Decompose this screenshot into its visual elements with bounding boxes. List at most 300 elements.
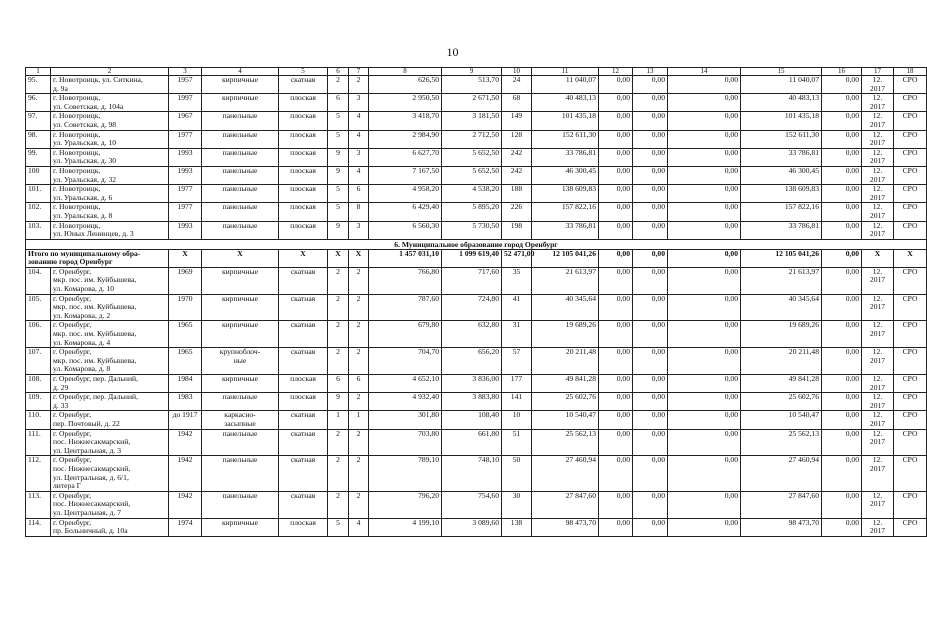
fund-1-cell: 0,00 xyxy=(599,112,633,130)
address-cell: г. Оренбург, пос. Нижнесакмарский, ул. Центральная, д. 7 xyxy=(51,491,169,518)
cost-total-cell: 21 613,97 xyxy=(532,267,599,294)
year-cell: 1965 xyxy=(169,321,202,348)
total-x-cell: X xyxy=(279,249,328,267)
floors-cell: 5 xyxy=(328,203,349,221)
wall-material-cell: панельные xyxy=(202,166,279,184)
wall-material-cell: панельные xyxy=(202,429,279,456)
row-number: 103. xyxy=(26,221,51,239)
entrances-cell: 3 xyxy=(349,148,369,166)
fund-3-cell: 0,00 xyxy=(668,130,741,148)
fund-5-cell: 0,00 xyxy=(822,203,862,221)
cost-total-cell: 157 822,16 xyxy=(532,203,599,221)
total-area-cell: 2 984,90 xyxy=(369,130,442,148)
fund-3-cell: 0,00 xyxy=(668,148,741,166)
fund-3-cell: 0,00 xyxy=(668,221,741,239)
wall-material-cell: кирпичные xyxy=(202,294,279,321)
row-number: 95. xyxy=(26,76,51,94)
column-number: 14 xyxy=(668,68,741,76)
fund-3-cell: 0,00 xyxy=(668,294,741,321)
year-cell: 1969 xyxy=(169,267,202,294)
roof-type-cell: плоская xyxy=(279,203,328,221)
address-cell: г. Оренбург, пер. Дальний, д. 29 xyxy=(51,375,169,393)
wall-material-cell: кирпичные xyxy=(202,267,279,294)
cost-total-cell: 40 345,64 xyxy=(532,294,599,321)
method-cell: СРО xyxy=(894,148,927,166)
method-cell: СРО xyxy=(894,185,927,203)
term-cell: 12. 2017 xyxy=(862,203,894,221)
entrances-cell: 6 xyxy=(349,375,369,393)
method-cell: СРО xyxy=(894,456,927,491)
floors-cell: 5 xyxy=(328,518,349,536)
fund-5-cell: 0,00 xyxy=(822,411,862,429)
table-row xyxy=(26,76,927,94)
address-cell: г. Новотроицк, ул. Советская, д. 104а xyxy=(51,94,169,112)
fund-2-cell: 0,00 xyxy=(633,112,668,130)
row-number: 109. xyxy=(26,393,51,411)
table-row xyxy=(26,518,927,536)
roof-type-cell: плоская xyxy=(279,112,328,130)
wall-material-cell: кирпичные xyxy=(202,94,279,112)
total-area-cell: 6 627,70 xyxy=(369,148,442,166)
roof-type-cell: плоская xyxy=(279,518,328,536)
method-cell: СРО xyxy=(894,321,927,348)
row-number: 97. xyxy=(26,112,51,130)
fund-4-cell: 27 847,60 xyxy=(741,491,822,518)
total-residents-cell: 52 471,00 xyxy=(502,249,532,267)
fund-1-cell: 0,00 xyxy=(599,148,633,166)
fund-3-cell: 0,00 xyxy=(668,491,741,518)
total-area-cell: 4 958,20 xyxy=(369,185,442,203)
fund-5-cell: 0,00 xyxy=(822,94,862,112)
roof-type-cell: плоская xyxy=(279,375,328,393)
wall-material-cell: панельные xyxy=(202,130,279,148)
total-fund-3-cell: 0,00 xyxy=(668,249,741,267)
floors-cell: 6 xyxy=(328,375,349,393)
roof-type-cell: плоская xyxy=(279,185,328,203)
fund-1-cell: 0,00 xyxy=(599,411,633,429)
fund-5-cell: 0,00 xyxy=(822,429,862,456)
address-cell: г. Новотроицк, ул. Уральская, д. 8 xyxy=(51,203,169,221)
section-title: 6. Муниципальное образование город Оренбург xyxy=(26,239,927,249)
fund-4-cell: 33 786,81 xyxy=(741,221,822,239)
floors-cell: 2 xyxy=(328,321,349,348)
living-area-cell: 5 652,50 xyxy=(442,166,502,184)
residents-cell: 141 xyxy=(502,393,532,411)
column-number: 11 xyxy=(532,68,599,76)
residents-cell: 30 xyxy=(502,491,532,518)
entrances-cell: 2 xyxy=(349,267,369,294)
wall-material-cell: кирпичные xyxy=(202,321,279,348)
column-number: 5 xyxy=(279,68,328,76)
floors-cell: 2 xyxy=(328,76,349,94)
floors-cell: 9 xyxy=(328,148,349,166)
method-cell: СРО xyxy=(894,203,927,221)
total-area-cell: 3 418,70 xyxy=(369,112,442,130)
year-cell: 1942 xyxy=(169,456,202,491)
fund-2-cell: 0,00 xyxy=(633,221,668,239)
fund-3-cell: 0,00 xyxy=(668,348,741,375)
floors-cell: 2 xyxy=(328,267,349,294)
floors-cell: 2 xyxy=(328,429,349,456)
fund-1-cell: 0,00 xyxy=(599,375,633,393)
fund-5-cell: 0,00 xyxy=(822,321,862,348)
table-row xyxy=(26,411,927,429)
entrances-cell: 2 xyxy=(349,491,369,518)
fund-3-cell: 0,00 xyxy=(668,429,741,456)
year-cell: 1993 xyxy=(169,221,202,239)
fund-1-cell: 0,00 xyxy=(599,456,633,491)
table-row xyxy=(26,321,927,348)
table-row xyxy=(26,203,927,221)
entrances-cell: 1 xyxy=(349,411,369,429)
column-number: 7 xyxy=(349,68,369,76)
floors-cell: 9 xyxy=(328,393,349,411)
cost-total-cell: 25 602,76 xyxy=(532,393,599,411)
row-number: 106. xyxy=(26,321,51,348)
method-cell: СРО xyxy=(894,294,927,321)
roof-type-cell: плоская xyxy=(279,148,328,166)
residents-cell: 35 xyxy=(502,267,532,294)
table-row xyxy=(26,348,927,375)
entrances-cell: 2 xyxy=(349,76,369,94)
total-x-cell: X xyxy=(169,249,202,267)
fund-3-cell: 0,00 xyxy=(668,456,741,491)
total-row xyxy=(26,249,927,267)
section-row xyxy=(26,239,927,249)
living-area-cell: 5 730,50 xyxy=(442,221,502,239)
total-area-cell: 626,50 xyxy=(369,76,442,94)
table-row xyxy=(26,221,927,239)
living-area-cell: 717,60 xyxy=(442,267,502,294)
entrances-cell: 6 xyxy=(349,185,369,203)
address-cell: г. Оренбург, пер. Почтовый, д. 22 xyxy=(51,411,169,429)
living-area-cell: 2 671,50 xyxy=(442,94,502,112)
residents-cell: 149 xyxy=(502,112,532,130)
wall-material-cell: панельные xyxy=(202,491,279,518)
fund-3-cell: 0,00 xyxy=(668,321,741,348)
row-number: 113. xyxy=(26,491,51,518)
fund-5-cell: 0,00 xyxy=(822,375,862,393)
cost-total-cell: 20 211,48 xyxy=(532,348,599,375)
total-fund-2-cell: 0,00 xyxy=(633,249,668,267)
year-cell: 1993 xyxy=(169,148,202,166)
living-area-cell: 5 652,50 xyxy=(442,148,502,166)
fund-4-cell: 40 345,64 xyxy=(741,294,822,321)
residents-cell: 31 xyxy=(502,321,532,348)
fund-2-cell: 0,00 xyxy=(633,185,668,203)
table-row xyxy=(26,429,927,456)
total-x-cell: X xyxy=(894,249,927,267)
total-fund-1-cell: 0,00 xyxy=(599,249,633,267)
fund-4-cell: 98 473,70 xyxy=(741,518,822,536)
entrances-cell: 2 xyxy=(349,294,369,321)
year-cell: 1965 xyxy=(169,348,202,375)
fund-2-cell: 0,00 xyxy=(633,267,668,294)
total-fund-5-cell: 0,00 xyxy=(822,249,862,267)
fund-4-cell: 138 609,83 xyxy=(741,185,822,203)
page-number: 10 xyxy=(446,45,459,59)
roof-type-cell: плоская xyxy=(279,94,328,112)
fund-1-cell: 0,00 xyxy=(599,185,633,203)
residents-cell: 138 xyxy=(502,518,532,536)
total-cost-cell: 12 105 041,26 xyxy=(532,249,599,267)
row-number: 104. xyxy=(26,267,51,294)
fund-4-cell: 152 611,30 xyxy=(741,130,822,148)
method-cell: СРО xyxy=(894,130,927,148)
fund-3-cell: 0,00 xyxy=(668,411,741,429)
row-number: 98. xyxy=(26,130,51,148)
total-area-cell: 1 457 031,10 xyxy=(369,249,442,267)
fund-3-cell: 0,00 xyxy=(668,203,741,221)
fund-1-cell: 0,00 xyxy=(599,518,633,536)
residents-cell: 177 xyxy=(502,375,532,393)
row-number: 105. xyxy=(26,294,51,321)
residents-cell: 242 xyxy=(502,166,532,184)
wall-material-cell: панельные xyxy=(202,112,279,130)
floors-cell: 5 xyxy=(328,112,349,130)
cost-total-cell: 46 300,45 xyxy=(532,166,599,184)
method-cell: СРО xyxy=(894,375,927,393)
cost-total-cell: 19 689,26 xyxy=(532,321,599,348)
table-row xyxy=(26,393,927,411)
fund-1-cell: 0,00 xyxy=(599,429,633,456)
roof-type-cell: плоская xyxy=(279,130,328,148)
address-cell: г. Оренбург, мкр. пос. им. Куйбышева, ул. Комарова, д. 4 xyxy=(51,321,169,348)
living-area-cell: 513,70 xyxy=(442,76,502,94)
address-cell: г. Оренбург, пр. Больничный, д. 10а xyxy=(51,518,169,536)
year-cell: до 1917 xyxy=(169,411,202,429)
cost-total-cell: 152 611,30 xyxy=(532,130,599,148)
floors-cell: 9 xyxy=(328,221,349,239)
residents-cell: 68 xyxy=(502,94,532,112)
residents-cell: 198 xyxy=(502,221,532,239)
roof-type-cell: плоская xyxy=(279,393,328,411)
fund-1-cell: 0,00 xyxy=(599,491,633,518)
fund-4-cell: 20 211,48 xyxy=(741,348,822,375)
fund-3-cell: 0,00 xyxy=(668,375,741,393)
total-area-cell: 2 950,50 xyxy=(369,94,442,112)
year-cell: 1977 xyxy=(169,203,202,221)
fund-1-cell: 0,00 xyxy=(599,130,633,148)
fund-2-cell: 0,00 xyxy=(633,94,668,112)
floors-cell: 2 xyxy=(328,456,349,491)
method-cell: СРО xyxy=(894,94,927,112)
living-area-cell: 656,20 xyxy=(442,348,502,375)
total-area-cell: 766,80 xyxy=(369,267,442,294)
address-cell: г. Оренбург, мкр. пос. им. Куйбышева, ул. Комарова, д. 2 xyxy=(51,294,169,321)
fund-2-cell: 0,00 xyxy=(633,411,668,429)
year-cell: 1977 xyxy=(169,185,202,203)
fund-4-cell: 101 435,18 xyxy=(741,112,822,130)
wall-material-cell: панельные xyxy=(202,148,279,166)
total-area-cell: 6 560,30 xyxy=(369,221,442,239)
total-area-cell: 4 652,10 xyxy=(369,375,442,393)
year-cell: 1997 xyxy=(169,94,202,112)
address-cell: г. Оренбург, пос. Нижнесакмарский, ул. Центральная, д. 3 xyxy=(51,429,169,456)
living-area-cell: 2 712,50 xyxy=(442,130,502,148)
fund-5-cell: 0,00 xyxy=(822,456,862,491)
floors-cell: 2 xyxy=(328,348,349,375)
column-number: 2 xyxy=(51,68,169,76)
row-number: 96. xyxy=(26,94,51,112)
fund-5-cell: 0,00 xyxy=(822,130,862,148)
address-cell: г. Новотроицк, ул. Юных Ленинцев, д. 3 xyxy=(51,221,169,239)
method-cell: СРО xyxy=(894,429,927,456)
address-cell: г. Новотроицк, ул. Советская, д. 98 xyxy=(51,112,169,130)
total-area-cell: 704,70 xyxy=(369,348,442,375)
cost-total-cell: 49 841,28 xyxy=(532,375,599,393)
fund-2-cell: 0,00 xyxy=(633,294,668,321)
fund-4-cell: 25 562,13 xyxy=(741,429,822,456)
total-x-cell: X xyxy=(349,249,369,267)
table-row xyxy=(26,185,927,203)
living-area-cell: 754,60 xyxy=(442,491,502,518)
cost-total-cell: 101 435,18 xyxy=(532,112,599,130)
entrances-cell: 2 xyxy=(349,393,369,411)
fund-3-cell: 0,00 xyxy=(668,76,741,94)
column-number: 12 xyxy=(599,68,633,76)
year-cell: 1984 xyxy=(169,375,202,393)
address-cell: г. Оренбург, пос. Нижнесакмарский, ул. Центральная, д. 6/1, литера Г xyxy=(51,456,169,491)
fund-2-cell: 0,00 xyxy=(633,429,668,456)
row-number: 100 xyxy=(26,166,51,184)
method-cell: СРО xyxy=(894,411,927,429)
total-fund-4-cell: 12 105 041,26 xyxy=(741,249,822,267)
residents-cell: 226 xyxy=(502,203,532,221)
fund-2-cell: 0,00 xyxy=(633,518,668,536)
fund-2-cell: 0,00 xyxy=(633,203,668,221)
floors-cell: 1 xyxy=(328,411,349,429)
entrances-cell: 8 xyxy=(349,203,369,221)
row-number: 101. xyxy=(26,185,51,203)
row-number: 107. xyxy=(26,348,51,375)
roof-type-cell: скатная xyxy=(279,76,328,94)
fund-5-cell: 0,00 xyxy=(822,112,862,130)
row-number: 111. xyxy=(26,429,51,456)
row-number: 99. xyxy=(26,148,51,166)
fund-4-cell: 27 460,94 xyxy=(741,456,822,491)
term-cell: 12. 2017 xyxy=(862,185,894,203)
term-cell: 12. 2017 xyxy=(862,348,894,375)
fund-1-cell: 0,00 xyxy=(599,393,633,411)
cost-total-cell: 10 540,47 xyxy=(532,411,599,429)
entrances-cell: 4 xyxy=(349,130,369,148)
column-number: 10 xyxy=(502,68,532,76)
wall-material-cell: кирпичные xyxy=(202,518,279,536)
table-row xyxy=(26,112,927,130)
cost-total-cell: 138 609,83 xyxy=(532,185,599,203)
floors-cell: 5 xyxy=(328,130,349,148)
column-number: 6 xyxy=(328,68,349,76)
entrances-cell: 2 xyxy=(349,429,369,456)
address-cell: г. Оренбург, пер. Дальний, д. 33 xyxy=(51,393,169,411)
residents-cell: 57 xyxy=(502,348,532,375)
total-living-area-cell: 1 099 619,40 xyxy=(442,249,502,267)
floors-cell: 9 xyxy=(328,166,349,184)
table-row xyxy=(26,267,927,294)
living-area-cell: 661,80 xyxy=(442,429,502,456)
residents-cell: 50 xyxy=(502,456,532,491)
column-number: 18 xyxy=(894,68,927,76)
fund-4-cell: 19 689,26 xyxy=(741,321,822,348)
term-cell: 12. 2017 xyxy=(862,411,894,429)
year-cell: 1993 xyxy=(169,166,202,184)
total-area-cell: 4 199,10 xyxy=(369,518,442,536)
fund-1-cell: 0,00 xyxy=(599,221,633,239)
roof-type-cell: скатная xyxy=(279,429,328,456)
method-cell: СРО xyxy=(894,267,927,294)
row-number: 112. xyxy=(26,456,51,491)
cost-total-cell: 27 847,60 xyxy=(532,491,599,518)
fund-1-cell: 0,00 xyxy=(599,267,633,294)
residents-cell: 242 xyxy=(502,148,532,166)
total-label: Итого по муниципальному обра- зованию город Оренбург xyxy=(26,249,169,267)
wall-material-cell: кирпичные xyxy=(202,375,279,393)
term-cell: 12. 2017 xyxy=(862,393,894,411)
wall-material-cell: панельные xyxy=(202,456,279,491)
roof-type-cell: скатная xyxy=(279,491,328,518)
method-cell: СРО xyxy=(894,491,927,518)
fund-4-cell: 25 602,76 xyxy=(741,393,822,411)
cost-total-cell: 98 473,70 xyxy=(532,518,599,536)
roof-type-cell: скатная xyxy=(279,294,328,321)
table-row xyxy=(26,491,927,518)
wall-material-cell: панельные xyxy=(202,221,279,239)
address-cell: г. Новотроицк, ул. Ситкина, д. 9а xyxy=(51,76,169,94)
total-area-cell: 796,20 xyxy=(369,491,442,518)
wall-material-cell: крупноблоч- ные xyxy=(202,348,279,375)
column-number: 1 xyxy=(26,68,51,76)
residents-cell: 51 xyxy=(502,429,532,456)
fund-3-cell: 0,00 xyxy=(668,267,741,294)
total-area-cell: 6 429,40 xyxy=(369,203,442,221)
fund-3-cell: 0,00 xyxy=(668,393,741,411)
wall-material-cell: панельные xyxy=(202,393,279,411)
fund-5-cell: 0,00 xyxy=(822,148,862,166)
table-row xyxy=(26,166,927,184)
fund-1-cell: 0,00 xyxy=(599,348,633,375)
address-cell: г. Новотроицк, ул. Уральская, д. 6 xyxy=(51,185,169,203)
term-cell: 12. 2017 xyxy=(862,267,894,294)
roof-type-cell: плоская xyxy=(279,166,328,184)
year-cell: 1977 xyxy=(169,130,202,148)
total-area-cell: 679,80 xyxy=(369,321,442,348)
fund-1-cell: 0,00 xyxy=(599,166,633,184)
roof-type-cell: скатная xyxy=(279,267,328,294)
total-x-cell: X xyxy=(328,249,349,267)
fund-5-cell: 0,00 xyxy=(822,166,862,184)
fund-5-cell: 0,00 xyxy=(822,221,862,239)
fund-3-cell: 0,00 xyxy=(668,185,741,203)
year-cell: 1974 xyxy=(169,518,202,536)
living-area-cell: 3 089,60 xyxy=(442,518,502,536)
cost-total-cell: 33 786,81 xyxy=(532,148,599,166)
fund-3-cell: 0,00 xyxy=(668,94,741,112)
entrances-cell: 3 xyxy=(349,221,369,239)
floors-cell: 6 xyxy=(328,94,349,112)
fund-1-cell: 0,00 xyxy=(599,294,633,321)
entrances-cell: 2 xyxy=(349,321,369,348)
method-cell: СРО xyxy=(894,166,927,184)
fund-2-cell: 0,00 xyxy=(633,393,668,411)
floors-cell: 5 xyxy=(328,185,349,203)
method-cell: СРО xyxy=(894,76,927,94)
fund-5-cell: 0,00 xyxy=(822,294,862,321)
fund-2-cell: 0,00 xyxy=(633,491,668,518)
column-number: 9 xyxy=(442,68,502,76)
residents-cell: 10 xyxy=(502,411,532,429)
fund-5-cell: 0,00 xyxy=(822,518,862,536)
